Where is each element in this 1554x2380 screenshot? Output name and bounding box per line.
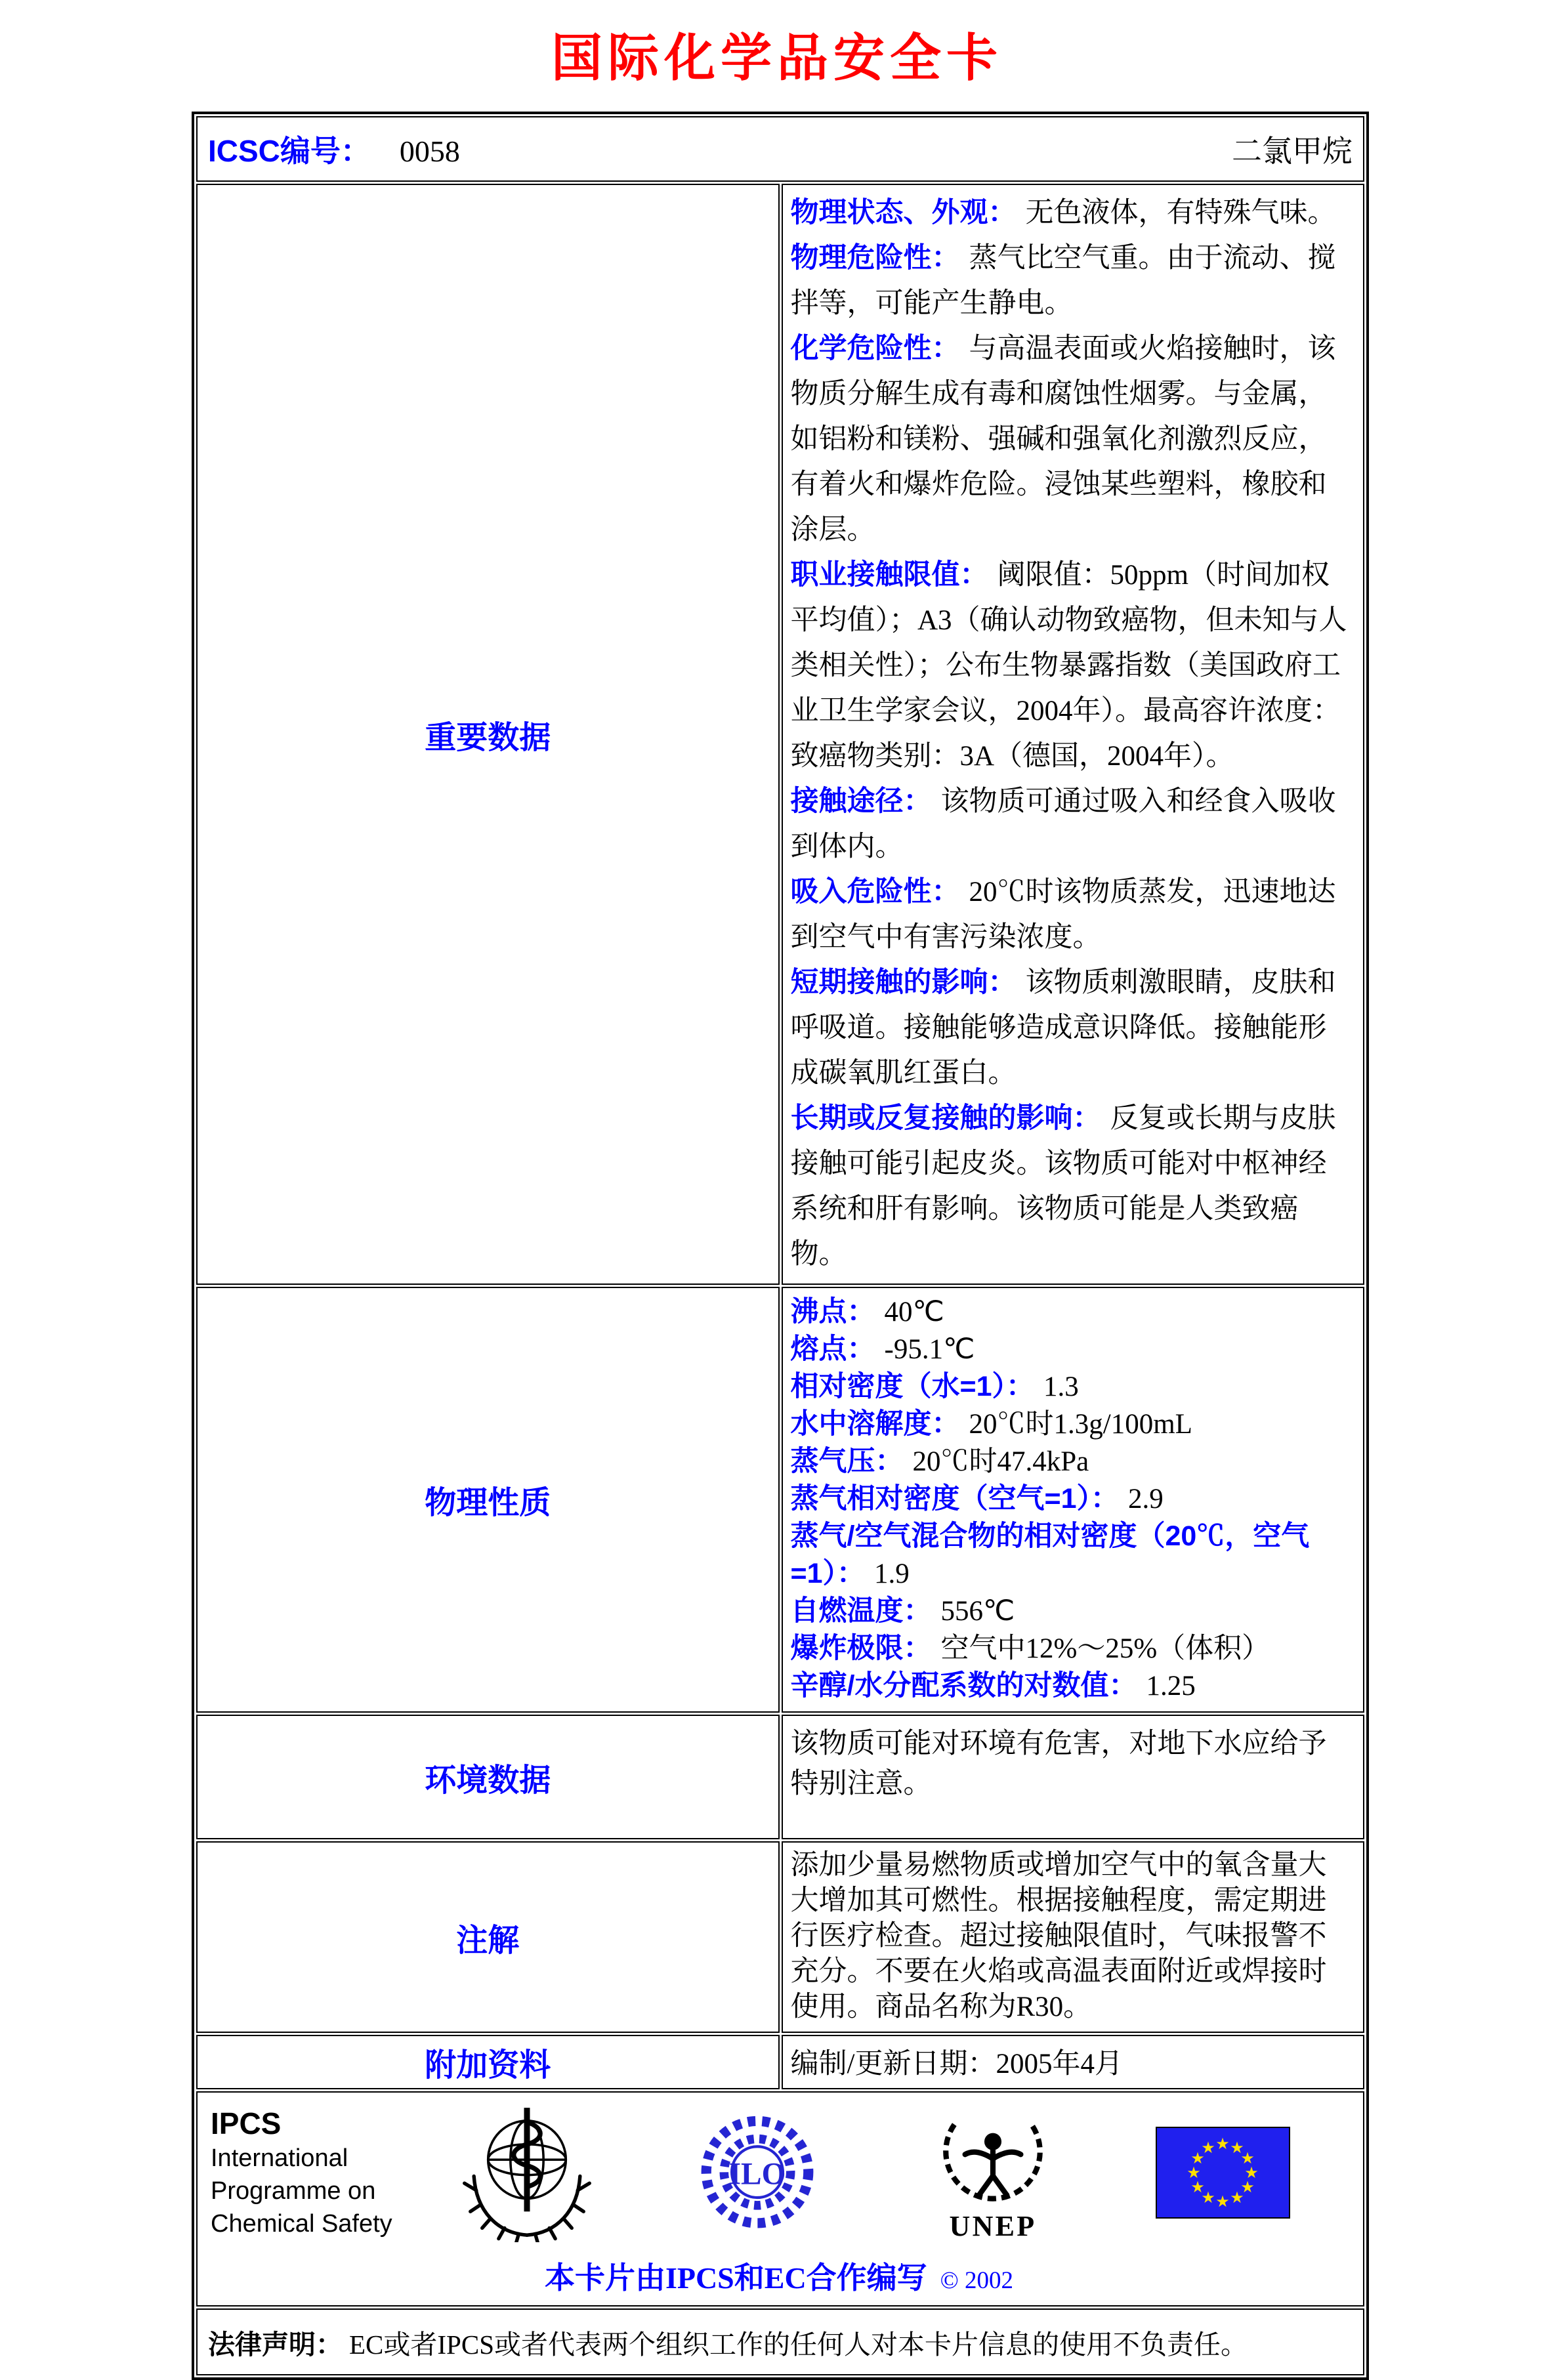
field-label: 沸点： [790, 1296, 875, 1327]
field-value: 该物质可通过吸入和经食入吸收到体内。 [790, 786, 1336, 862]
field-value: 20℃时1.3g/100mL [969, 1409, 1192, 1440]
notes-content [782, 1841, 1365, 2033]
field-value: 20℃时47.4kPa [912, 1446, 1089, 1477]
field-label: 蒸气压： [790, 1446, 904, 1477]
physical-properties-row [196, 1287, 1364, 1713]
legal-label: 法律声明： [208, 2329, 343, 2360]
field-label: 自燃温度： [790, 1595, 932, 1627]
icsc-number-label: ICSC编号： [208, 134, 371, 168]
header-cell [196, 116, 1364, 182]
section-label-environmental-data: 环境数据 [196, 1715, 780, 1839]
field-value: 空气中12%～25%（体积） [940, 1633, 1270, 1664]
ipcs-line-1: International [211, 2144, 348, 2172]
field-vapour-pressure [791, 1443, 1353, 1480]
field-value: 1.9 [874, 1558, 910, 1589]
logos-cell [196, 2091, 1364, 2307]
important-data-content [782, 184, 1365, 1285]
notes-row [196, 1841, 1364, 2033]
eu-flag-icon [1156, 2127, 1290, 2219]
field-label: 蒸气/空气混合物的相对密度（20℃，空气=1）： [790, 1520, 1310, 1589]
field-label: 职业接触限值： [790, 559, 988, 591]
svg-text:★: ★ [1190, 2149, 1205, 2167]
page-title: 国际化学品安全卡 [551, 29, 1003, 87]
field-label: 化学危险性： [790, 333, 960, 364]
ilo-letters: ILO [728, 2157, 786, 2192]
field-routes-of-exposure [791, 779, 1353, 869]
field-label: 短期接触的影响： [790, 967, 1017, 998]
field-chemical-hazard [791, 326, 1353, 553]
field-autoignition-temperature [791, 1593, 1353, 1630]
field-label: 接触途径： [790, 785, 932, 817]
ipcs-text-block [211, 2105, 401, 2240]
unep-emblem-icon [929, 2103, 1057, 2242]
field-water-solubility [791, 1406, 1353, 1443]
field-value: 20℃时该物质蒸发，迅速地达到空气中有害污染浓度。 [790, 877, 1336, 953]
environmental-data-row [196, 1715, 1364, 1839]
field-value: 2.9 [1128, 1484, 1164, 1514]
environmental-data-text: 该物质可能对环境有危害，对地下水应给予特别注意。 [790, 1728, 1327, 1799]
svg-text:★: ★ [1240, 2178, 1255, 2196]
section-label-physical-properties: 物理性质 [196, 1287, 780, 1713]
additional-info-text: 编制/更新日期：2005年4月 [790, 2049, 1123, 2079]
legal-cell [196, 2308, 1364, 2375]
field-label: 水中溶解度： [790, 1408, 960, 1440]
icsc-number-group [208, 127, 460, 171]
section-label-notes: 注解 [196, 1841, 780, 2033]
additional-info-row [196, 2035, 1364, 2089]
field-value: -95.1℃ [884, 1334, 975, 1365]
field-vapour-relative-density [791, 1480, 1353, 1518]
field-vapour-air-mixture-density [791, 1518, 1353, 1593]
ipcs-heading: IPCS [211, 2106, 282, 2140]
field-value: 反复或长期与皮肤接触可能引起皮炎。该物质可能对中枢神经系统和肝有影响。该物质可能是人类致癌物。 [790, 1103, 1336, 1270]
field-value: 1.25 [1146, 1671, 1196, 1701]
legal-text: EC或者IPCS或者代表两个组织工作的任何人对本卡片信息的使用不负责任。 [349, 2329, 1248, 2360]
physical-properties-content [782, 1287, 1365, 1713]
ilo-emblem-icon [696, 2114, 818, 2231]
environmental-data-content [782, 1715, 1365, 1839]
icsc-number-value: 0058 [399, 135, 460, 168]
additional-info-content [782, 2035, 1365, 2089]
notes-text: 添加少量易燃物质或增加空气中的氧含量大大增加其可燃性。根据接触程度，需定期进行医疗检查。超过接触限值时，气味报警不充分。不要在火焰或高温表面附近或焊接时使用。商品名称为R30。 [790, 1850, 1327, 2022]
field-label: 物理危险性： [790, 242, 960, 274]
field-value: 蒸气比空气重。由于流动、搅拌等，可能产生静电。 [790, 243, 1336, 319]
svg-text:★: ★ [1230, 2139, 1244, 2157]
header-row [196, 116, 1364, 182]
svg-text:★: ★ [1201, 2188, 1215, 2207]
field-label: 蒸气相对密度（空气=1）： [790, 1483, 1120, 1514]
field-label: 相对密度（水=1）： [790, 1371, 1035, 1402]
section-label-additional-info: 附加资料 [196, 2035, 780, 2089]
svg-text:★: ★ [1201, 2139, 1215, 2157]
field-value: 556℃ [940, 1596, 1015, 1627]
logos-row [196, 2091, 1364, 2307]
ipcs-line-3: Chemical Safety [211, 2210, 392, 2238]
field-boiling-point [791, 1293, 1353, 1331]
field-label: 长期或反复接触的影响： [790, 1102, 1101, 1134]
credit-line [211, 2254, 1347, 2297]
field-melting-point [791, 1331, 1353, 1368]
field-label: 吸入危险性： [790, 876, 960, 908]
field-value: 无色液体，有特殊气味。 [1025, 198, 1336, 228]
field-label: 爆炸极限： [790, 1633, 932, 1664]
legal-notice [208, 2323, 1353, 2362]
unep-caption: UNEP [949, 2210, 1037, 2242]
svg-text:★: ★ [1230, 2188, 1244, 2207]
field-occupational-exposure-limits [791, 553, 1353, 779]
section-label-important-data: 重要数据 [196, 184, 780, 1285]
ipcs-line-2: Programme on [211, 2177, 376, 2205]
field-value: 1.3 [1043, 1371, 1079, 1402]
copyright-text: © 2002 [940, 2267, 1014, 2294]
field-physical-state [791, 190, 1353, 236]
field-value: 阈限值：50ppm（时间加权平均值）；A3（确认动物致癌物，但未知与人类相关性）；公布生物暴露指数（美国政府工业卫生学家会议，2004年）。最高容许浓度：致癌物类别：3A（德国，2004年）。 [790, 560, 1347, 772]
legal-row [196, 2308, 1364, 2375]
field-short-term-effects [791, 960, 1353, 1096]
field-label: 物理状态、外观： [790, 197, 1017, 228]
field-value: 该物质刺激眼睛，皮肤和呼吸道。接触能够造成意识降低。接触能形成碳氧肌红蛋白。 [790, 967, 1336, 1089]
field-inhalation-risk [791, 869, 1353, 960]
svg-text:★: ★ [1215, 2135, 1230, 2153]
field-label: 辛醇/水分配系数的对数值： [790, 1670, 1137, 1701]
svg-text:★: ★ [1186, 2163, 1201, 2182]
svg-text:★: ★ [1190, 2178, 1205, 2196]
credit-text: 本卡片由IPCS和EC合作编写 [544, 2261, 927, 2295]
svg-text:★: ★ [1244, 2163, 1259, 2182]
field-explosive-limits [791, 1630, 1353, 1667]
svg-text:★: ★ [1240, 2149, 1255, 2167]
who-emblem-icon [461, 2103, 593, 2242]
svg-text:★: ★ [1215, 2192, 1230, 2211]
field-octanol-water-partition [791, 1667, 1353, 1705]
chemical-name: 二氯甲烷 [1232, 135, 1353, 168]
important-data-row [196, 184, 1364, 1285]
field-long-term-effects [791, 1096, 1353, 1277]
field-physical-hazard [791, 236, 1353, 326]
icsc-card-table [192, 112, 1369, 2380]
field-value: 与高温表面或火焰接触时，该物质分解生成有毒和腐蚀性烟雾。与金属，如铝粉和镁粉、强碱和强氧化剂激烈反应，有着火和爆炸危险。浸蚀某些塑料，橡胶和涂层。 [790, 333, 1336, 545]
field-value: 40℃ [884, 1297, 944, 1327]
field-relative-density [791, 1368, 1353, 1406]
field-label: 熔点： [790, 1333, 875, 1365]
